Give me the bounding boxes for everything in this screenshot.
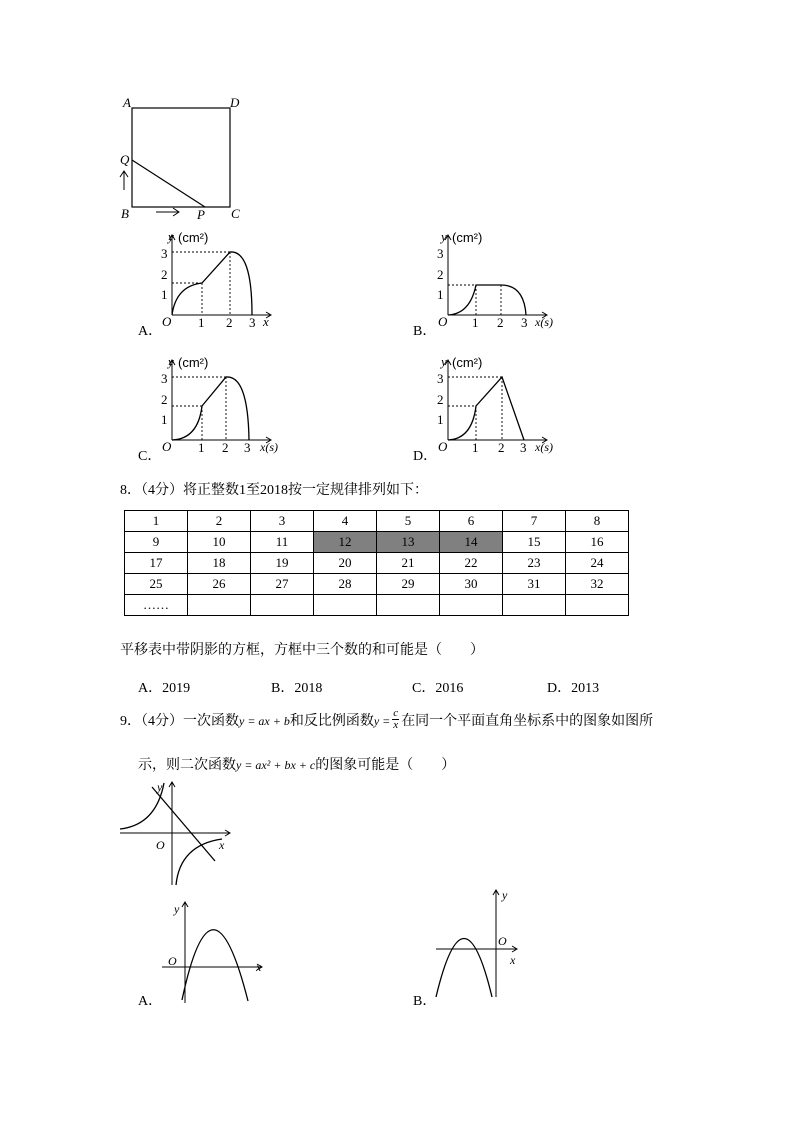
table-cell: 10 bbox=[188, 532, 251, 553]
table-cell: 15 bbox=[503, 532, 566, 553]
svg-text:3: 3 bbox=[521, 315, 528, 330]
table-cell: 24 bbox=[566, 553, 629, 574]
svg-text:y: y bbox=[502, 888, 508, 902]
svg-text:3: 3 bbox=[437, 246, 444, 261]
q9-stem-line2 bbox=[138, 754, 455, 774]
svg-text:O: O bbox=[168, 954, 177, 968]
q9-given-graph bbox=[118, 775, 243, 887]
svg-text:O: O bbox=[162, 439, 172, 454]
option-a-label: A． bbox=[138, 324, 163, 339]
svg-text:x: x bbox=[510, 953, 516, 967]
svg-text:O: O bbox=[438, 314, 448, 329]
q9-line2-part1: 示，则二次函数 bbox=[138, 758, 236, 773]
svg-text:O: O bbox=[162, 314, 172, 329]
svg-text:3: 3 bbox=[161, 371, 168, 386]
svg-text:1: 1 bbox=[472, 440, 479, 455]
q9-fraction-den: x bbox=[393, 719, 399, 732]
graph-option-c bbox=[160, 353, 290, 458]
q9-line2-part2: 的图象可能是（ ） bbox=[315, 758, 456, 773]
table-cell: 23 bbox=[503, 553, 566, 574]
q9-option-b-label: B． bbox=[413, 994, 437, 1009]
table-row bbox=[125, 532, 629, 553]
svg-text:1: 1 bbox=[198, 440, 205, 455]
table-row bbox=[125, 574, 629, 595]
svg-text:3: 3 bbox=[244, 440, 251, 455]
table-cell: 19 bbox=[251, 553, 314, 574]
svg-text:y: y bbox=[168, 229, 174, 244]
table-cell: 27 bbox=[251, 574, 314, 595]
q9-graph-option-a bbox=[160, 895, 272, 1005]
graph-option-a bbox=[160, 228, 290, 333]
shaded-cell: 14 bbox=[440, 532, 503, 553]
q9-linear-formula: y = ax + b bbox=[239, 714, 290, 728]
table-cell: 18 bbox=[188, 553, 251, 574]
table-cell bbox=[188, 595, 251, 616]
svg-text:O: O bbox=[438, 439, 448, 454]
q9-y-label: y bbox=[157, 780, 163, 794]
table-row bbox=[125, 511, 629, 532]
q9-graph-option-b bbox=[430, 885, 530, 1000]
option-d-label: D． bbox=[413, 449, 438, 464]
svg-text:3: 3 bbox=[520, 440, 527, 455]
shaded-cell: 13 bbox=[377, 532, 440, 553]
svg-text:1: 1 bbox=[161, 412, 168, 427]
svg-text:O: O bbox=[498, 934, 507, 948]
svg-text:1: 1 bbox=[472, 315, 479, 330]
svg-text:1: 1 bbox=[198, 315, 205, 330]
graph-option-d bbox=[436, 353, 566, 458]
table-cell: 7 bbox=[503, 511, 566, 532]
table-cell: 11 bbox=[251, 532, 314, 553]
table-cell: 32 bbox=[566, 574, 629, 595]
svg-text:(cm²): (cm²) bbox=[452, 230, 483, 245]
table-cell bbox=[503, 595, 566, 616]
svg-text:3: 3 bbox=[161, 246, 168, 261]
q9-option-a-label: A． bbox=[138, 994, 163, 1009]
svg-text:2: 2 bbox=[437, 267, 444, 282]
label-d: D bbox=[230, 95, 240, 110]
svg-text:2: 2 bbox=[222, 440, 229, 455]
q9-stem-line1 bbox=[120, 707, 654, 733]
table-cell: 28 bbox=[314, 574, 377, 595]
table-cell: 30 bbox=[440, 574, 503, 595]
label-q: Q bbox=[120, 152, 130, 167]
q9-x-label: x bbox=[219, 838, 225, 852]
svg-text:2: 2 bbox=[498, 440, 505, 455]
table-cell: 8 bbox=[566, 511, 629, 532]
label-c: C bbox=[231, 206, 240, 221]
table-cell: 3 bbox=[251, 511, 314, 532]
q8-question: 平移表中带阴影的方框，方框中三个数的和可能是（ ） bbox=[120, 643, 484, 658]
table-cell bbox=[251, 595, 314, 616]
table-cell: 26 bbox=[188, 574, 251, 595]
table-cell: 29 bbox=[377, 574, 440, 595]
q8-stem: 8．（4分）将正整数1至2018按一定规律排列如下： bbox=[120, 483, 428, 498]
svg-text:2: 2 bbox=[437, 392, 444, 407]
q9-origin-label: O bbox=[156, 838, 165, 852]
svg-text:y: y bbox=[174, 902, 180, 916]
svg-text:y: y bbox=[168, 354, 174, 369]
svg-text:(cm²): (cm²) bbox=[178, 355, 209, 370]
svg-text:x(s): x(s) bbox=[535, 315, 553, 329]
table-cell: 25 bbox=[125, 574, 188, 595]
svg-text:1: 1 bbox=[437, 287, 444, 302]
svg-text:x(s): x(s) bbox=[535, 440, 553, 454]
table-cell bbox=[440, 595, 503, 616]
q9-stem-part2: 和反比例函数 bbox=[289, 714, 374, 729]
table-cell: 9 bbox=[125, 532, 188, 553]
svg-text:y: y bbox=[441, 354, 447, 369]
table-cell bbox=[566, 595, 629, 616]
q9-inverse-fraction bbox=[392, 708, 399, 731]
q8-option-c: C．2016 bbox=[412, 681, 464, 696]
table-row bbox=[125, 553, 629, 574]
table-cell: 1 bbox=[125, 511, 188, 532]
svg-text:3: 3 bbox=[437, 371, 444, 386]
q9-stem-part3: 在同一个平面直角坐标系中的图象如图所 bbox=[401, 714, 654, 729]
graph-option-b bbox=[436, 228, 566, 333]
table-cell bbox=[377, 595, 440, 616]
table-cell: 20 bbox=[314, 553, 377, 574]
svg-text:(cm²): (cm²) bbox=[178, 230, 209, 245]
q8-option-a: A．2019 bbox=[138, 681, 191, 696]
label-p: P bbox=[197, 207, 205, 222]
option-b-label: B． bbox=[413, 324, 437, 339]
shaded-cell: 12 bbox=[314, 532, 377, 553]
label-b: B bbox=[121, 206, 129, 221]
table-cell: …… bbox=[125, 595, 188, 616]
svg-text:(cm²): (cm²) bbox=[452, 355, 483, 370]
svg-text:2: 2 bbox=[161, 392, 168, 407]
q9-quadratic-formula: y = ax² + bx + c bbox=[236, 758, 316, 772]
label-a: A bbox=[123, 95, 131, 110]
table-cell: 4 bbox=[314, 511, 377, 532]
square-figure bbox=[110, 92, 270, 227]
option-c-label: C． bbox=[138, 449, 162, 464]
q9-inverse-y: y = bbox=[373, 714, 391, 728]
table-cell: 2 bbox=[188, 511, 251, 532]
q8-option-d: D．2013 bbox=[547, 681, 600, 696]
table-cell: 21 bbox=[377, 553, 440, 574]
svg-text:x(s): x(s) bbox=[260, 440, 278, 454]
number-table bbox=[124, 510, 629, 616]
q9-stem-part1: 9．（4分）一次函数 bbox=[120, 714, 239, 729]
table-row bbox=[125, 595, 629, 616]
svg-text:2: 2 bbox=[161, 267, 168, 282]
svg-text:x: x bbox=[256, 960, 262, 974]
q8-option-b: B．2018 bbox=[271, 681, 323, 696]
table-cell: 5 bbox=[377, 511, 440, 532]
table-cell: 17 bbox=[125, 553, 188, 574]
table-cell: 22 bbox=[440, 553, 503, 574]
table-cell: 16 bbox=[566, 532, 629, 553]
svg-text:3: 3 bbox=[249, 315, 256, 330]
table-cell: 31 bbox=[503, 574, 566, 595]
svg-text:1: 1 bbox=[161, 287, 168, 302]
svg-text:y: y bbox=[441, 229, 447, 244]
svg-text:2: 2 bbox=[497, 315, 504, 330]
svg-text:x: x bbox=[263, 314, 269, 329]
svg-text:1: 1 bbox=[437, 412, 444, 427]
table-cell bbox=[314, 595, 377, 616]
q9-fraction-num: c bbox=[393, 707, 399, 720]
table-cell: 6 bbox=[440, 511, 503, 532]
svg-text:2: 2 bbox=[226, 315, 233, 330]
